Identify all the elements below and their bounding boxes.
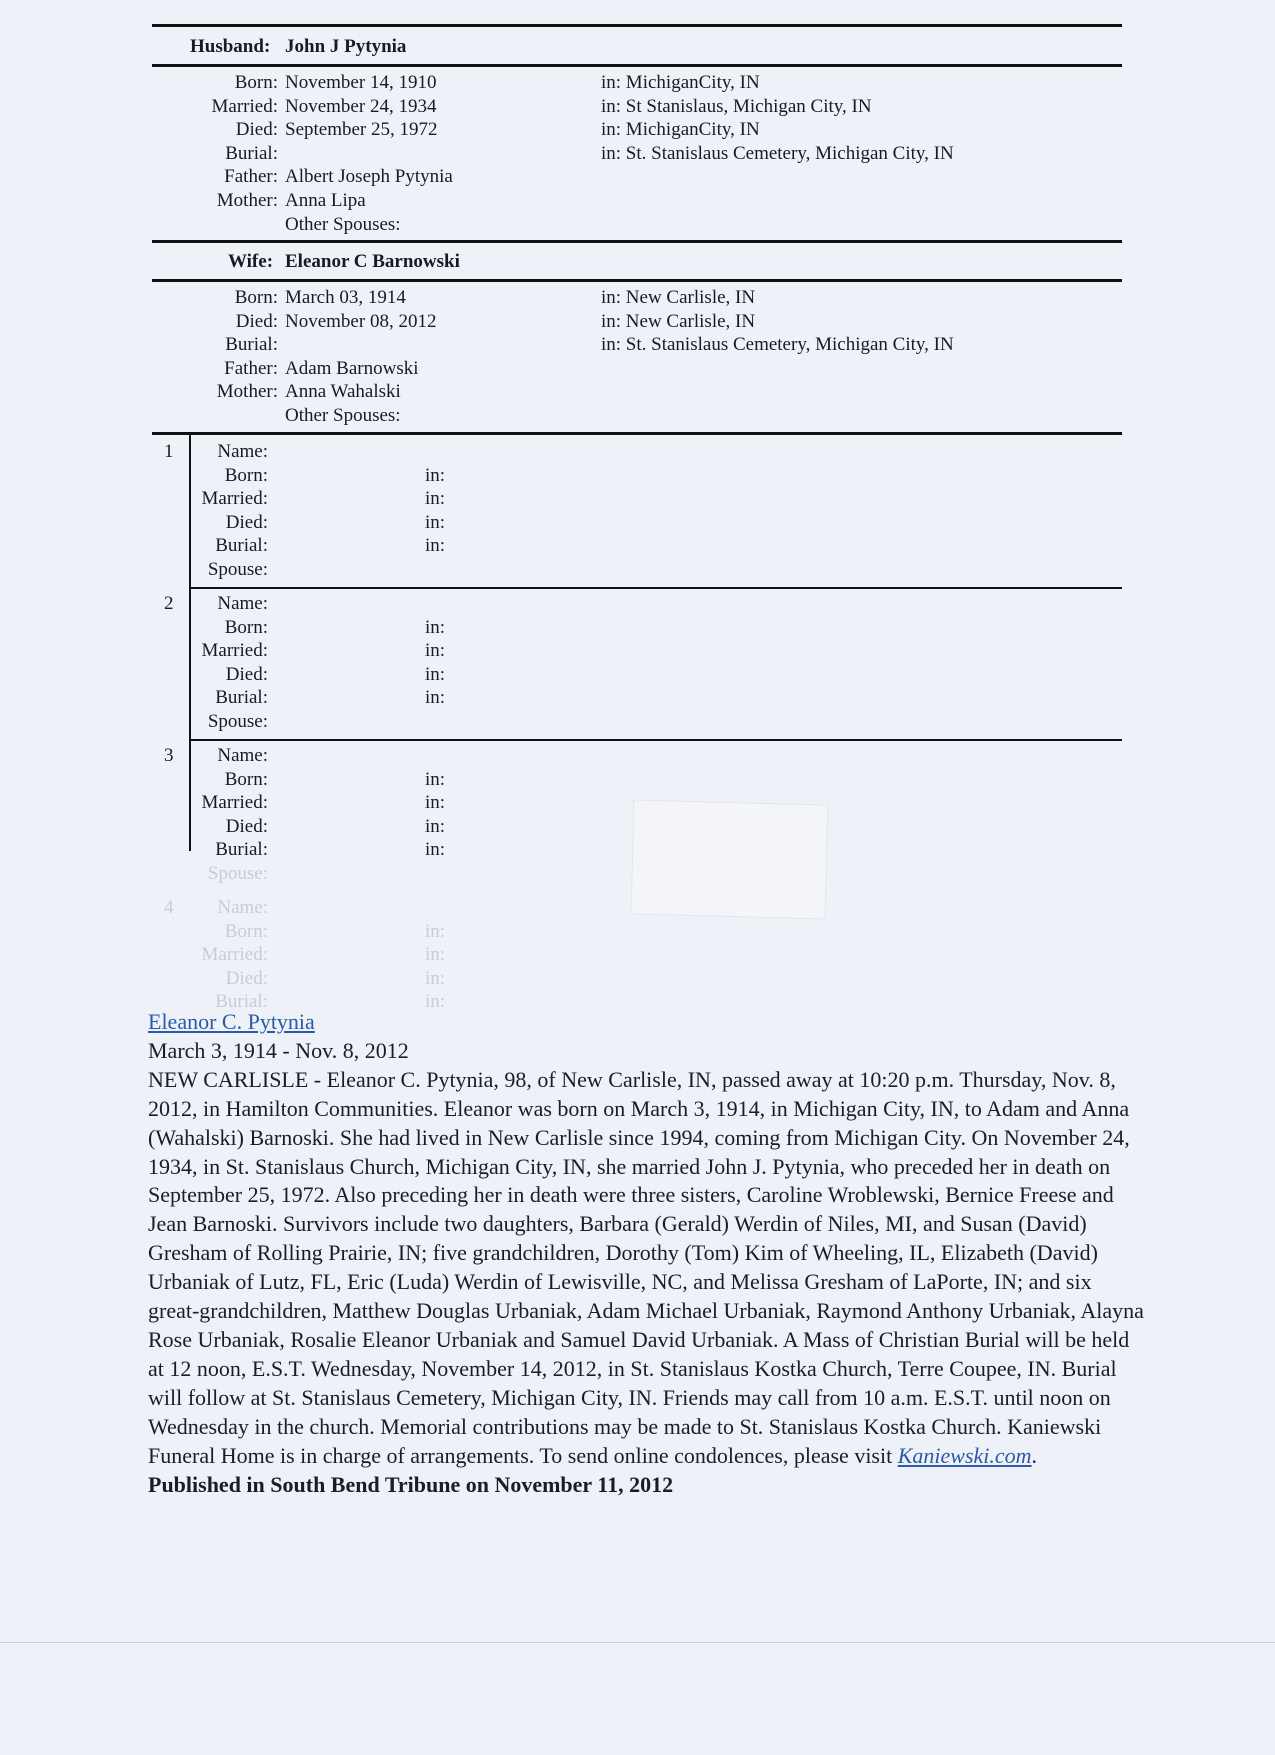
child-in-label: in: [425,640,446,661]
husband-rule [152,64,1122,67]
child-field-label: Born: [224,920,268,942]
child-number: 1 [164,441,174,462]
wife-heading-label: Wife: [228,251,274,272]
wife-row-label: Mother: [216,381,278,402]
husband-row-label: Born: [234,72,278,93]
wife-row-value: Adam Barnowski [285,357,419,379]
child-in-label: in: [425,535,446,556]
obituary-title[interactable]: Eleanor C. Pytynia [148,1009,315,1034]
child-in-label: in: [425,920,446,942]
child-field-label: Burial: [215,839,268,860]
wife-row-label: Burial: [225,334,278,355]
child-field-label: Burial: [215,687,268,708]
child-in-label: in: [425,488,446,509]
wife-row-value: March 03, 1914 [285,287,406,308]
child-separator [189,739,1122,741]
husband-row-place: in: MichiganCity, IN [601,119,760,140]
husband-row-place: in: St Stanislaus, Michigan City, IN [601,95,872,117]
husband-row-value: Albert Joseph Pytynia [285,166,453,187]
husband-row-value: Anna Lipa [285,189,366,211]
child-field-label: Born: [224,464,268,486]
child-field-label: Married: [201,640,268,661]
child-field-label: Burial: [215,991,268,1012]
husband-row-place: in: St. Stanislaus Cemetery, Michigan City, IN [601,142,954,164]
wife-row-place: in: New Carlisle, IN [601,310,756,332]
child-field-label: Born: [224,768,268,790]
husband-row-place: in: MichiganCity, IN [601,72,760,93]
children-top-rule [152,432,1122,435]
wife-row-label: Father: [224,357,278,379]
husband-row-value: November 14, 1910 [285,72,437,93]
wife-name: Eleanor C Barnowski [285,251,460,272]
child-field-label: Name: [217,745,268,766]
child-field-label: Name: [217,441,268,462]
condolences-link[interactable]: Kaniewski.com [897,1442,1032,1468]
child-field-label: Born: [224,616,268,638]
top-rule [152,24,1122,27]
wife-row-place: in: St. Stanislaus Cemetery, Michigan City, IN [601,334,954,355]
obituary-dates: March 3, 1914 - Nov. 8, 2012 [148,1037,409,1063]
husband-row-value: November 24, 1934 [285,95,437,117]
child-field-label: Died: [225,663,268,685]
wife-top-rule [152,240,1122,243]
child-field-label: Died: [225,511,268,533]
wife-row-label: Born: [234,287,278,308]
obituary-body-text: NEW CARLISLE - Eleanor C. Pytynia, 98, of New Carlisle, IN, passed away at 10:20 p.m. Thursday, Nov. 8, 2012, in Hamilton Communities. Eleanor was born on March 3, 1914, in Michigan City, IN, to Adam and Anna (Wahalski) Barnoski. She had lived in New Carlisle since 1994, coming from Michigan City. On November 24, 1934, in St. Stanislaus Church, Michigan City, IN, she married John J. Pytynia, who preceded her in death on September 25, 1972. Also preceding her in death were three sisters, Caroline Wroblewski, Bernice Freese and Jean Barnoski. Survivors include two daughters, Barbara (Gerald) Werdin of Niles, MI, and Susan (David) Gresham of Rolling Prairie, IN; five grandchildren, Dorothy (Tom) Kim of Wheeling, IL, Elizabeth (David) Urbaniak of Lutz, FL, Eric (Luda) Werdin of Lewisville, NC, and Melissa Gresham of LaPorte, IN; and six great-grandchildren, Matthew Douglas Urbaniak, Adam Michael Urbaniak, Raymond Anthony Urbaniak, Alayna Rose Urbaniak, Rosalie Eleanor Urbaniak and Samuel David Urbaniak. A Mass of Christian Burial will be held at 12 noon, E.S.T. Wednesday, November 14, 2012, in St. Stanislaus Kostka Church, Terre Coupee, IN. Burial will follow at St. Stanislaus Cemetery, Michigan City, IN. Friends may call from 10 a.m. E.S.T. until noon on Wednesday in the church. Memorial contributions may be made to St. Stanislaus Kostka Church. Kaniewski Funeral Home is in charge of arrangements. To send online condolences, please visit [148,1066,1144,1468]
child-in-label: in: [425,616,446,638]
husband-other-spouses: Other Spouses: [285,214,401,235]
child-in-label: in: [425,944,446,965]
child-in-label: in: [425,464,446,486]
tape-residue [631,799,829,919]
child-in-label: in: [425,663,446,685]
child-field-label: Married: [201,944,268,965]
child-field-label: Spouse: [207,862,268,884]
husband-row-value: September 25, 1972 [285,119,438,140]
husband-row-label: Died: [235,119,278,140]
child-separator [189,587,1122,589]
child-field-label: Spouse: [207,558,268,580]
child-number: 4 [164,897,174,918]
child-in-label: in: [425,967,446,989]
child-in-label: in: [425,768,446,790]
obituary [148,1008,1148,1499]
child-in-label: in: [425,687,446,708]
husband-name: John J Pytynia [285,36,407,57]
wife-other-spouses: Other Spouses: [285,405,401,426]
husband-row-label: Burial: [225,142,278,164]
child-in-label: in: [425,792,446,813]
wife-row-value: November 08, 2012 [285,310,437,332]
child-field-label: Died: [225,815,268,837]
wife-row-label: Died: [235,310,278,332]
child-field-label: Burial: [215,535,268,556]
wife-row-place: in: New Carlisle, IN [601,287,756,308]
child-field-label: Name: [217,897,268,918]
child-field-label: Married: [201,792,268,813]
child-in-label: in: [425,511,446,533]
husband-heading-label: Husband: [190,36,271,57]
wife-rule [152,279,1122,282]
child-field-label: Married: [201,488,268,509]
child-number: 2 [164,593,174,614]
child-in-label: in: [425,839,446,860]
child-in-label: in: [425,815,446,837]
child-field-label: Name: [217,593,268,614]
child-field-label: Spouse: [207,710,268,732]
husband-row-label: Married: [211,95,278,117]
husband-row-label: Mother: [216,189,278,211]
child-number: 3 [164,745,174,766]
husband-row-label: Father: [224,166,278,187]
published-note: Published in South Bend Tribune on November 11, 2012 [148,1471,674,1497]
wife-row-value: Anna Wahalski [285,381,401,402]
child-field-label: Died: [225,967,268,989]
child-in-label: in: [425,991,446,1012]
link-suffix: . [1031,1442,1038,1468]
bottom-rule [0,1642,1275,1643]
obituary-body [148,1066,1148,1471]
